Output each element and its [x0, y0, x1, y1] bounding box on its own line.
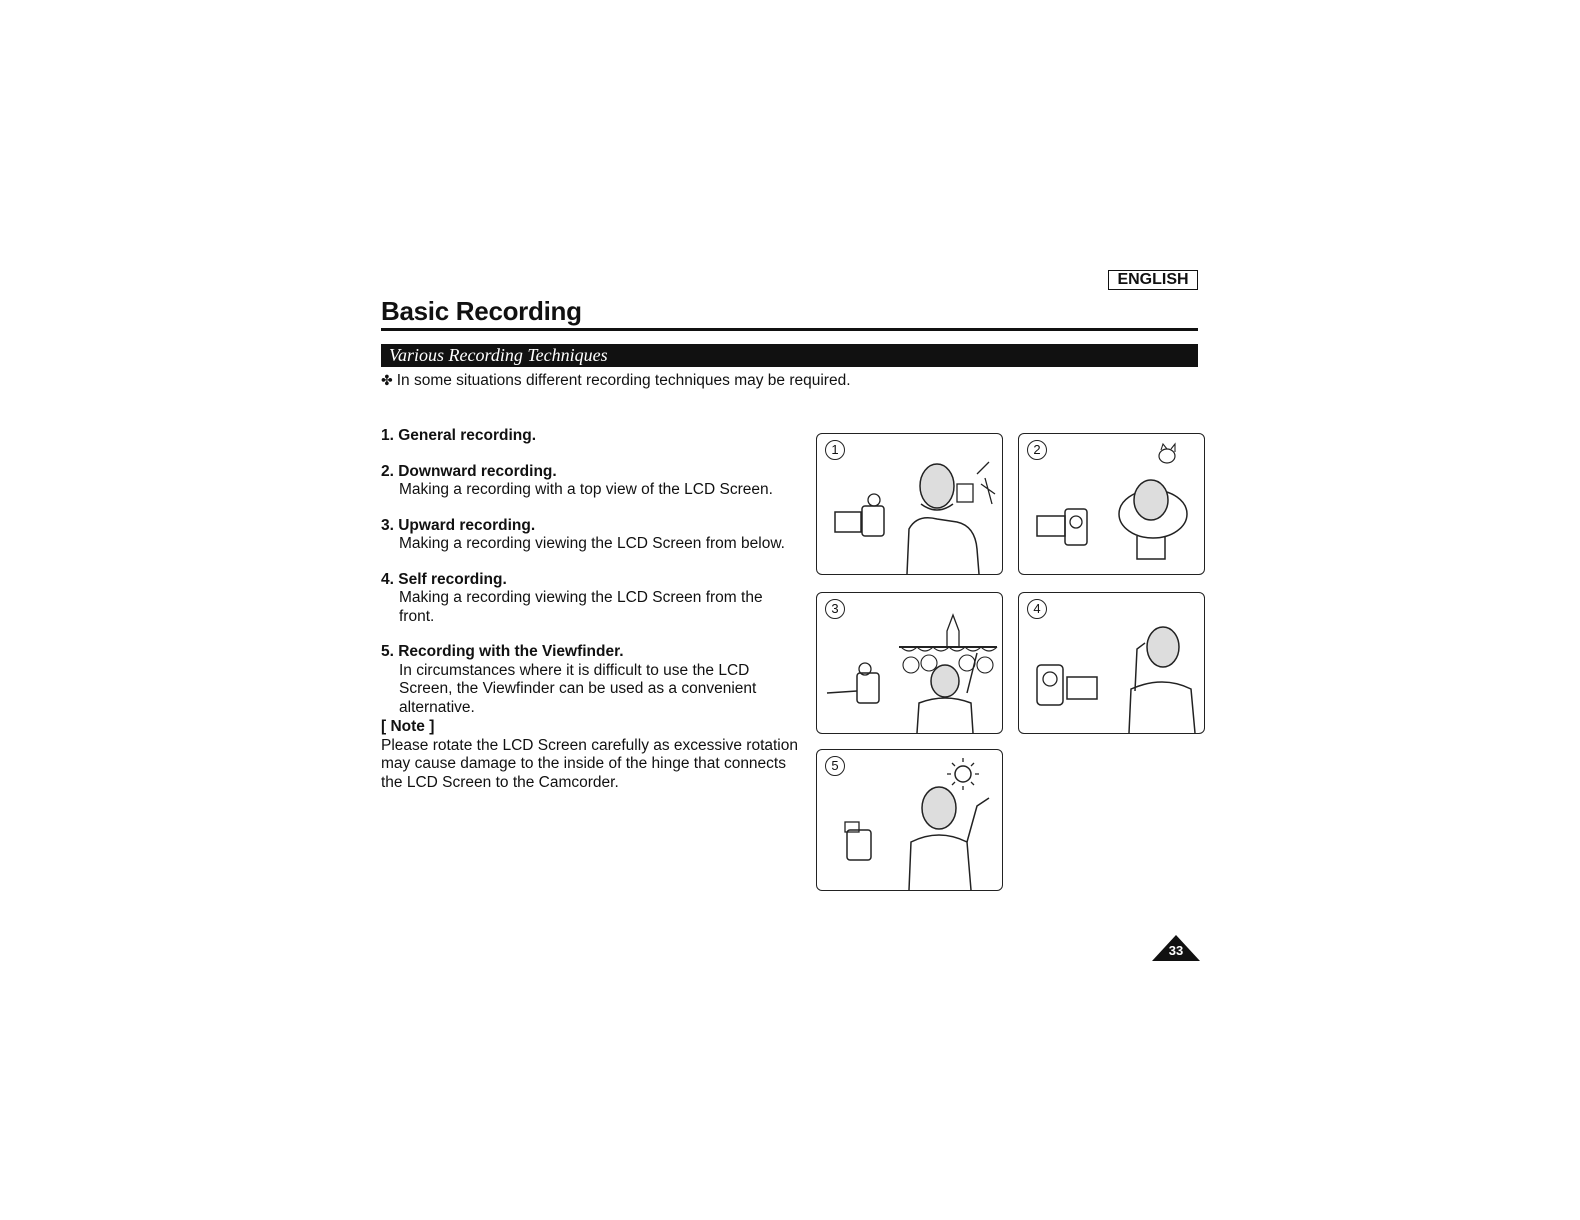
- technique-description: Making a recording viewing the LCD Screen from below.: [399, 535, 785, 552]
- illustration-upward-recording: [816, 592, 1003, 734]
- technique-heading: 4. Self recording.: [381, 570, 507, 588]
- page-title: Basic Recording: [381, 296, 582, 326]
- illustration-number: 4: [1027, 599, 1047, 619]
- illustration-self-recording: [1018, 592, 1205, 734]
- technique-description: In circumstances where it is difficult to use the LCD Screen, the Viewfinder can be used as a convenient alternative.: [399, 661, 757, 716]
- note-text: Please rotate the LCD Screen carefully as excessive rotation may cause damage to the inside of the hinge that connects the LCD Screen to the Camcorder.: [381, 736, 798, 791]
- illustration-downward-recording: [1018, 433, 1205, 575]
- language-badge: ENGLISH: [1108, 270, 1198, 290]
- technique-description: Making a recording viewing the LCD Screen from the front.: [399, 589, 763, 625]
- technique-heading: 1. General recording.: [381, 427, 537, 444]
- technique-item: [381, 517, 801, 554]
- illustration-viewfinder-recording: [816, 749, 1003, 891]
- technique-heading: 5. Recording with the Viewfinder.: [381, 643, 624, 660]
- page-number: 33: [1168, 943, 1184, 958]
- illustration-number: 1: [825, 440, 845, 460]
- camcorder-operator-illustration: [817, 593, 1002, 733]
- illustration-number: 3: [825, 599, 845, 619]
- illustration-number: 2: [1027, 440, 1047, 460]
- note-block: [381, 718, 801, 792]
- camcorder-operator-illustration: [1019, 593, 1204, 733]
- page-number-badge: [1152, 935, 1200, 961]
- technique-description: Making a recording with a top view of the LCD Screen.: [399, 481, 773, 498]
- technique-item: [381, 463, 801, 500]
- title-rule: [381, 328, 1198, 331]
- note-heading: [ Note ]: [381, 718, 435, 735]
- technique-heading: 3. Upward recording.: [381, 516, 536, 534]
- camcorder-operator-illustration: [817, 434, 1002, 574]
- section-banner: [381, 344, 1198, 367]
- technique-list: [381, 427, 801, 734]
- cross-bullet-icon: ✤: [381, 372, 393, 388]
- illustration-number: 5: [825, 756, 845, 776]
- camcorder-operator-illustration: [1019, 434, 1204, 574]
- technique-item: [381, 571, 801, 627]
- technique-item: [381, 427, 801, 446]
- camcorder-operator-illustration: [817, 750, 1002, 890]
- illustration-general-recording: [816, 433, 1003, 575]
- technique-item: [381, 643, 801, 717]
- technique-heading: 2. Downward recording.: [381, 462, 557, 480]
- intro-text: In some situations different recording techniques may be required.: [396, 372, 851, 389]
- section-banner-label: Various Recording Techniques: [389, 345, 608, 365]
- intro-line: [381, 372, 851, 390]
